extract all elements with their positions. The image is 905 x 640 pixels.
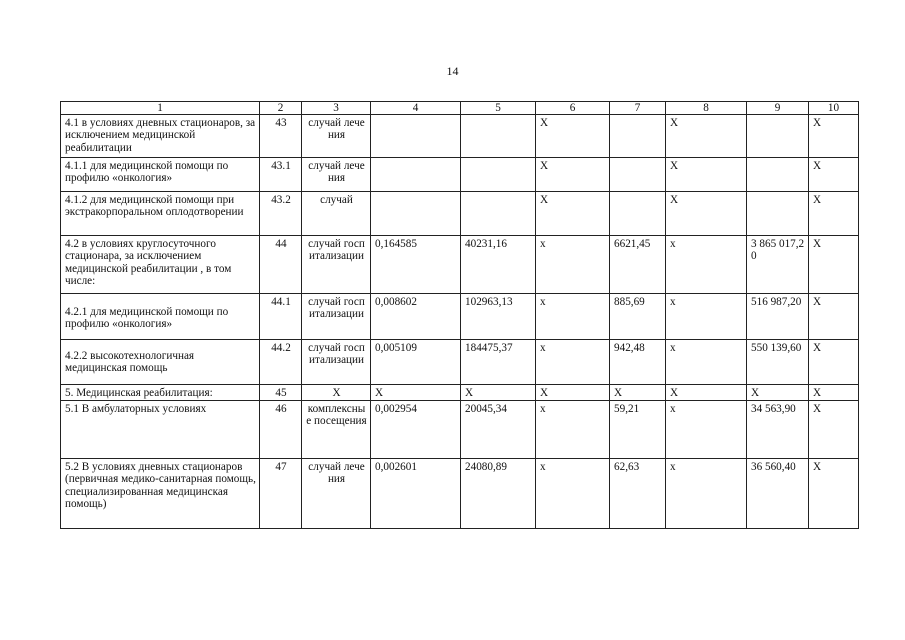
row-name: 4.2.2 высокотехнологичная медицинская помощь [61, 340, 260, 385]
row-value-6: X [536, 385, 610, 401]
row-name: 5.2 В условиях дневных стационаров (первичная медико-санитарная помощь, специализированная медицинская помощь) [61, 459, 260, 529]
row-value-10: X [809, 115, 859, 158]
row-unit: случай госпитализации [302, 294, 371, 340]
row-value-6: x [536, 294, 610, 340]
row-code: 43 [260, 115, 302, 158]
row-value-5: 184475,37 [461, 340, 536, 385]
row-value-9: 516 987,20 [747, 294, 809, 340]
table-row [61, 115, 859, 158]
row-name: 4.1.1 для медицинской помощи по профилю «онкология» [61, 158, 260, 192]
row-value-7 [610, 192, 666, 236]
row-value-7: 6621,45 [610, 236, 666, 294]
row-unit: случай лечения [302, 459, 371, 529]
row-value-9 [747, 192, 809, 236]
row-name: 4.1 в условиях дневных стационаров, за исключением медицинской реабилитации [61, 115, 260, 158]
row-value-4: 0,164585 [371, 236, 461, 294]
column-header: 9 [747, 102, 809, 115]
row-value-8: X [666, 192, 747, 236]
row-value-8: x [666, 459, 747, 529]
row-value-5 [461, 158, 536, 192]
column-header-row [61, 102, 859, 115]
row-value-6: x [536, 459, 610, 529]
row-value-4 [371, 158, 461, 192]
table-row [61, 459, 859, 529]
row-value-7: 942,48 [610, 340, 666, 385]
table-row [61, 385, 859, 401]
row-value-10: X [809, 401, 859, 459]
table-row [61, 158, 859, 192]
row-unit: случай госпитализации [302, 340, 371, 385]
row-value-10: X [809, 385, 859, 401]
row-value-9: 550 139,60 [747, 340, 809, 385]
row-value-5 [461, 115, 536, 158]
row-value-9: 34 563,90 [747, 401, 809, 459]
row-value-9: 36 560,40 [747, 459, 809, 529]
column-header: 4 [371, 102, 461, 115]
row-value-8: x [666, 401, 747, 459]
row-value-6: X [536, 115, 610, 158]
row-code: 44.1 [260, 294, 302, 340]
table-row [61, 236, 859, 294]
row-value-7: 885,69 [610, 294, 666, 340]
row-value-6: x [536, 236, 610, 294]
row-value-4: 0,008602 [371, 294, 461, 340]
column-header: 6 [536, 102, 610, 115]
row-value-8: X [666, 115, 747, 158]
column-header: 7 [610, 102, 666, 115]
row-value-10: X [809, 294, 859, 340]
row-code: 46 [260, 401, 302, 459]
row-value-10: X [809, 192, 859, 236]
row-value-5 [461, 192, 536, 236]
row-value-10: X [809, 459, 859, 529]
table-row [61, 401, 859, 459]
column-header: 3 [302, 102, 371, 115]
row-value-7 [610, 158, 666, 192]
row-name: 4.2.1 для медицинской помощи по профилю «онкология» [61, 294, 260, 340]
row-value-9 [747, 115, 809, 158]
row-name: 4.2 в условиях круглосуточного стационара, за исключением медицинской реабилитации , в том числе: [61, 236, 260, 294]
page-number: 14 [446, 64, 459, 78]
row-value-4 [371, 115, 461, 158]
row-unit: комплексные посещения [302, 401, 371, 459]
row-value-9: X [747, 385, 809, 401]
data-table [60, 101, 859, 529]
row-value-8: X [666, 158, 747, 192]
row-value-8: X [666, 385, 747, 401]
table-row [61, 192, 859, 236]
row-name: 5. Медицинская реабилитация: [61, 385, 260, 401]
column-header: 2 [260, 102, 302, 115]
column-header: 5 [461, 102, 536, 115]
row-value-6: x [536, 340, 610, 385]
table-row [61, 294, 859, 340]
row-value-5: X [461, 385, 536, 401]
row-value-4: 0,002954 [371, 401, 461, 459]
row-unit: случай лечения [302, 115, 371, 158]
row-value-10: X [809, 236, 859, 294]
row-unit: случай лечения [302, 158, 371, 192]
row-unit: X [302, 385, 371, 401]
row-code: 43.1 [260, 158, 302, 192]
column-header: 1 [61, 102, 260, 115]
row-name: 5.1 В амбулаторных условиях [61, 401, 260, 459]
row-value-4: 0,005109 [371, 340, 461, 385]
row-value-5: 20045,34 [461, 401, 536, 459]
row-value-7 [610, 115, 666, 158]
row-value-7: 62,63 [610, 459, 666, 529]
row-value-7: 59,21 [610, 401, 666, 459]
row-name: 4.1.2 для медицинской помощи при экстракорпоральном оплодотворении [61, 192, 260, 236]
row-unit: случай госпитализации [302, 236, 371, 294]
row-value-6: x [536, 401, 610, 459]
row-value-5: 102963,13 [461, 294, 536, 340]
row-value-6: X [536, 158, 610, 192]
row-unit: случай [302, 192, 371, 236]
row-value-9 [747, 158, 809, 192]
row-value-7: X [610, 385, 666, 401]
row-code: 44 [260, 236, 302, 294]
row-value-8: x [666, 340, 747, 385]
row-value-4: 0,002601 [371, 459, 461, 529]
column-header: 10 [809, 102, 859, 115]
table-row [61, 340, 859, 385]
row-value-5: 40231,16 [461, 236, 536, 294]
row-value-8: x [666, 294, 747, 340]
row-value-8: x [666, 236, 747, 294]
row-value-4: X [371, 385, 461, 401]
row-code: 43.2 [260, 192, 302, 236]
row-value-5: 24080,89 [461, 459, 536, 529]
row-value-10: X [809, 340, 859, 385]
row-code: 47 [260, 459, 302, 529]
row-value-6: X [536, 192, 610, 236]
row-value-9: 3 865 017,20 [747, 236, 809, 294]
row-code: 44.2 [260, 340, 302, 385]
row-code: 45 [260, 385, 302, 401]
column-header: 8 [666, 102, 747, 115]
row-value-4 [371, 192, 461, 236]
row-value-10: X [809, 158, 859, 192]
